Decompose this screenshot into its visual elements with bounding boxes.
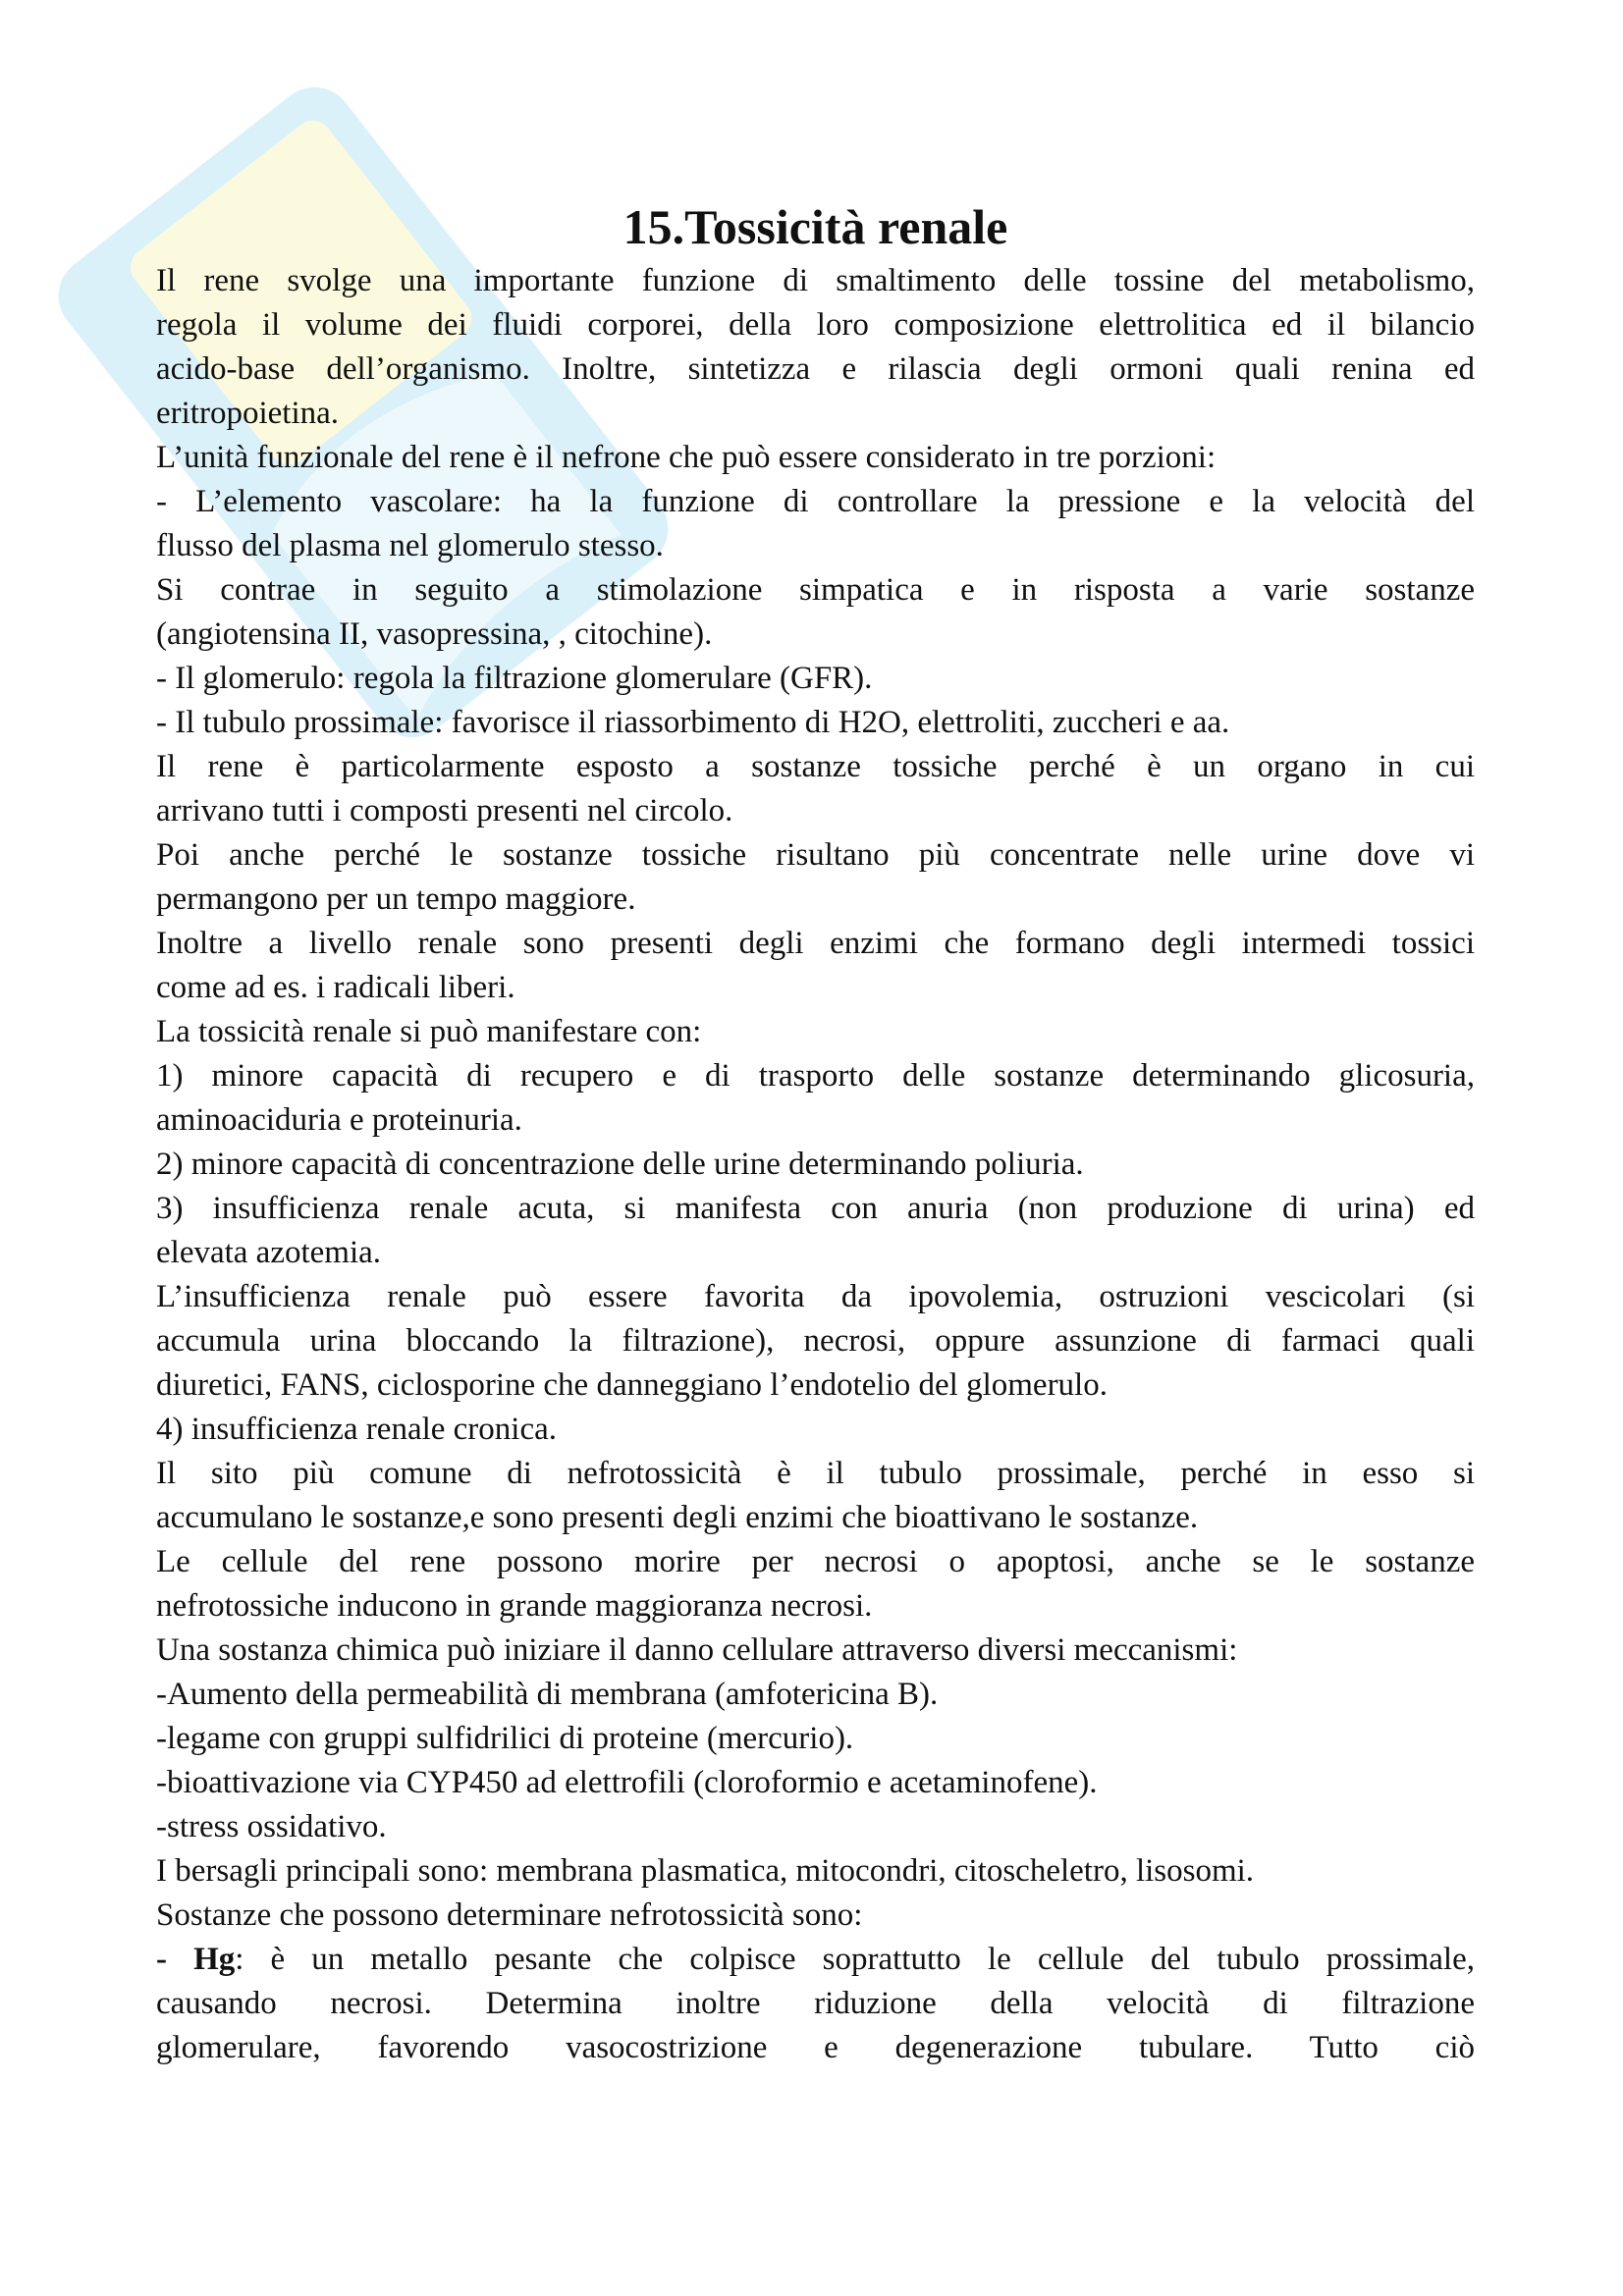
text-line <box>156 1363 1475 1408</box>
text-line-content: glomerulare, favorendo vasocostrizione e degenerazione tubulare. Tutto ciò <box>156 2030 1475 2065</box>
text-line <box>156 789 1475 833</box>
document-body <box>156 259 1475 2070</box>
text-line-content: L’unità funzionale del rene è il nefrone che può essere considerato in tre porzioni: <box>156 440 1217 475</box>
text-line-content: Si contrae in seguito a stimolazione simpatica e in risposta a varie sostanze <box>156 572 1475 608</box>
text-line <box>156 1894 1475 1938</box>
text-line-content: -stress ossidativo. <box>156 1809 387 1844</box>
bold-term: - Hg <box>156 1942 236 1977</box>
text-line <box>156 303 1475 347</box>
text-line-content: diuretici, FANS, ciclosporine che danneggiano l’endotelio del glomerulo. <box>156 1367 1108 1403</box>
text-line <box>156 1231 1475 1275</box>
text-line-content: - Il glomerulo: regola la filtrazione glomerulare (GFR). <box>156 661 873 696</box>
text-line <box>156 436 1475 480</box>
text-line-content: aminoaciduria e proteinuria. <box>156 1102 522 1138</box>
text-line-content: accumulano le sostanze,e sono presenti degli enzimi che bioattivano le sostanze. <box>156 1500 1199 1535</box>
text-line <box>156 1054 1475 1098</box>
text-line-content: Il rene svolge una importante funzione di smaltimento delle tossine del metabolismo, <box>156 263 1475 298</box>
text-line-content: I bersagli principali sono: membrana plasmatica, mitocondri, citoscheletro, lisosomi. <box>156 1853 1255 1889</box>
text-line-content: 4) insufficienza renale cronica. <box>156 1412 558 1447</box>
text-line-content: Una sostanza chimica può iniziare il danno cellulare attraverso diversi meccanismi: <box>156 1632 1238 1668</box>
text-line <box>156 1098 1475 1143</box>
text-line <box>156 392 1475 436</box>
text-line <box>156 1408 1475 1452</box>
text-line <box>156 1319 1475 1363</box>
text-line <box>156 1010 1475 1054</box>
text-line-content: -Aumento della permeabilità di membrana (amfotericina B). <box>156 1677 939 1712</box>
text-line <box>156 524 1475 568</box>
text-line-content: 1) minore capacità di recupero e di trasporto delle sostanze determinando glicosuria, <box>156 1058 1475 1094</box>
text-line <box>156 1187 1475 1231</box>
text-line <box>156 1673 1475 1717</box>
text-line-content: elevata azotemia. <box>156 1235 382 1270</box>
text-line <box>156 1805 1475 1849</box>
text-line <box>156 966 1475 1010</box>
text-line-content: 3) insufficienza renale acuta, si manifesta con anuria (non produzione di urina) ed <box>156 1191 1475 1226</box>
text-line <box>156 1717 1475 1761</box>
text-line-content: Il sito più comune di nefrotossicità è il tubulo prossimale, perché in esso si <box>156 1456 1475 1491</box>
document-title: 15.Tossicità renale <box>622 199 1008 254</box>
text-line-content: -bioattivazione via CYP450 ad elettrofili (cloroformio e acetaminofene). <box>156 1765 1098 1800</box>
text-line <box>156 259 1475 303</box>
text-line <box>156 1540 1475 1584</box>
text-line <box>156 1143 1475 1187</box>
text-line <box>156 1452 1475 1496</box>
text-line-content: come ad es. i radicali liberi. <box>156 970 515 1005</box>
text-line-content: flusso del plasma nel glomerulo stesso. <box>156 528 664 563</box>
text-line <box>156 745 1475 789</box>
text-line-content: L’insufficienza renale può essere favorita da ipovolemia, ostruzioni vescicolari (si <box>156 1279 1475 1314</box>
text-line-content: 2) minore capacità di concentrazione delle urine determinando poliuria. <box>156 1147 1084 1182</box>
text-line <box>156 1849 1475 1894</box>
text-line-content: eritropoietina. <box>156 396 340 431</box>
text-line <box>156 1275 1475 1319</box>
text-line <box>156 613 1475 657</box>
text-line-content: Sostanze che possono determinare nefrotossicità sono: <box>156 1897 863 1933</box>
text-line <box>156 1761 1475 1805</box>
text-line <box>156 922 1475 966</box>
text-line <box>156 1938 1475 1982</box>
text-line <box>156 568 1475 613</box>
text-line-content: - Il tubulo prossimale: favorisce il riassorbimento di H2O, elettroliti, zuccheri e aa. <box>156 705 1230 740</box>
text-line <box>156 1982 1475 2026</box>
text-line <box>156 833 1475 878</box>
text-line-content: - L’elemento vascolare: ha la funzione di controllare la pressione e la velocità del <box>156 484 1475 519</box>
text-line <box>156 657 1475 701</box>
text-line-content: Inoltre a livello renale sono presenti degli enzimi che formano degli intermedi tossici <box>156 926 1475 961</box>
text-line-content: permangono per un tempo maggiore. <box>156 881 636 917</box>
text-line-content: -legame con gruppi sulfidrilici di proteine (mercurio). <box>156 1721 854 1756</box>
text-line <box>156 1496 1475 1540</box>
text-line-content: Poi anche perché le sostanze tossiche risultano più concentrate nelle urine dove vi <box>156 837 1475 873</box>
text-line <box>156 347 1475 392</box>
text-line-content: acido-base dell’organismo. Inoltre, sintetizza e rilascia degli ormoni quali renina ed <box>156 351 1475 387</box>
text-line-content: (angiotensina II, vasopressina, , citochine). <box>156 616 713 652</box>
text-line <box>156 701 1475 745</box>
text-line <box>156 480 1475 524</box>
text-line-content: Le cellule del rene possono morire per necrosi o apoptosi, anche se le sostanze <box>156 1544 1475 1579</box>
text-line-content: causando necrosi. Determina inoltre riduzione della velocità di filtrazione <box>156 1986 1475 2021</box>
text-line-content: La tossicità renale si può manifestare con: <box>156 1014 702 1049</box>
text-line <box>156 878 1475 922</box>
text-line-content: arrivano tutti i composti presenti nel circolo. <box>156 793 733 828</box>
text-line-content: Il rene è particolarmente esposto a sostanze tossiche perché è un organo in cui <box>156 749 1475 784</box>
text-line <box>156 1629 1475 1673</box>
text-line-content: nefrotossiche inducono in grande maggioranza necrosi. <box>156 1588 873 1624</box>
text-line-content: regola il volume dei fluidi corporei, della loro composizione elettrolitica ed il bilancio <box>156 307 1475 343</box>
text-line <box>156 1584 1475 1629</box>
text-line-content: accumula urina bloccando la filtrazione), necrosi, oppure assunzione di farmaci quali <box>156 1323 1475 1359</box>
text-line <box>156 2026 1475 2070</box>
document-page <box>156 194 1475 2070</box>
text-line-content: : è un metallo pesante che colpisce soprattutto le cellule del tubulo prossimale, <box>235 1942 1475 1977</box>
